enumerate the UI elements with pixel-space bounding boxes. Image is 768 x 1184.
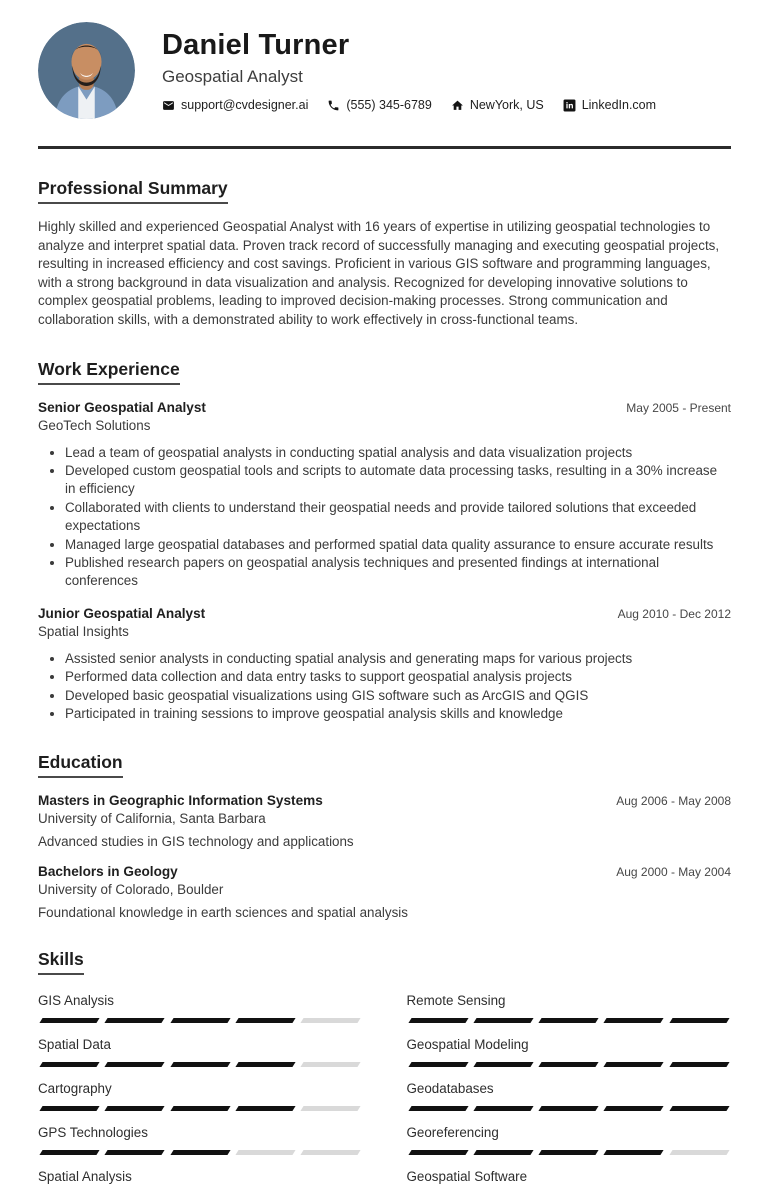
contact-text: LinkedIn.com bbox=[581, 98, 657, 112]
education-header-row bbox=[38, 864, 731, 879]
education-date-range: Aug 2006 - May 2008 bbox=[616, 794, 731, 809]
skill-segment-filled bbox=[39, 1018, 99, 1023]
skill-label: Georeferencing bbox=[406, 1125, 499, 1141]
skill-item bbox=[407, 1169, 732, 1184]
skill-segment-filled bbox=[39, 1106, 99, 1111]
degree-title: Bachelors in Geology bbox=[38, 864, 178, 880]
profile-photo bbox=[38, 22, 135, 119]
skill-segment-filled bbox=[669, 1062, 729, 1067]
skill-segment-empty bbox=[301, 1150, 361, 1155]
skill-segment-filled bbox=[235, 1018, 295, 1023]
skill-segment-filled bbox=[539, 1018, 599, 1023]
header-divider bbox=[38, 146, 731, 149]
skill-segment-filled bbox=[39, 1150, 99, 1155]
skill-segment-filled bbox=[669, 1106, 729, 1111]
contact-email[interactable] bbox=[162, 98, 308, 112]
skill-level-bar bbox=[38, 1062, 363, 1067]
job-bullet: • Published research papers on geospatial analysis techniques and presented findings at international conferences bbox=[65, 554, 731, 591]
section-education bbox=[38, 752, 731, 920]
job-bullet: • Developed basic geospatial visualizations using GIS software such as ArcGIS and QGIS bbox=[65, 687, 731, 705]
skill-segment-filled bbox=[170, 1018, 230, 1023]
skills-grid bbox=[38, 979, 731, 1184]
job-bullet: • Performed data collection and data entry tasks to support geospatial analysis projects bbox=[65, 668, 731, 686]
skill-segment-filled bbox=[235, 1106, 295, 1111]
skills-heading: Skills bbox=[38, 949, 84, 975]
skill-item bbox=[407, 1125, 732, 1155]
skill-segment-filled bbox=[105, 1106, 165, 1111]
job-title: Junior Geospatial Analyst bbox=[38, 605, 206, 621]
email-icon bbox=[162, 99, 175, 112]
summary-heading: Professional Summary bbox=[38, 178, 228, 204]
education-header-row bbox=[38, 793, 731, 808]
skill-level-bar bbox=[407, 1106, 732, 1111]
skill-label: GPS Technologies bbox=[38, 1125, 148, 1141]
job-bullet-list bbox=[38, 444, 731, 591]
skill-segment-filled bbox=[539, 1062, 599, 1067]
degree-title: Masters in Geographic Information Systems bbox=[38, 793, 323, 809]
skill-level-bar bbox=[407, 1150, 732, 1155]
skill-segment-empty bbox=[235, 1150, 295, 1155]
skill-item bbox=[38, 1081, 363, 1111]
job-bullet: • Developed custom geospatial tools and scripts to automate data processing tasks, resulting in a 30% increase in efficiency bbox=[65, 462, 731, 499]
skill-label: Spatial Data bbox=[38, 1037, 111, 1053]
skill-segment-filled bbox=[408, 1106, 468, 1111]
skill-segment-filled bbox=[604, 1018, 664, 1023]
summary-text: Highly skilled and experienced Geospatial Analyst with 16 years of expertise in utilizing geospatial technologies to analyze and interpret spatial data. Proven track record of successfully managing and executing geospatial projects, resulting in increased efficiency and cost savings. Proficient in various GIS software and programming languages, with a strong background in data visualization and analysis. Recognized for developing innovative solutions to complex geospatial problems, leading to improved decision-making processes. Strong communication and collaboration skills, with a demonstrated ability to work effectively in cross-functional teams. bbox=[38, 219, 720, 327]
skill-item bbox=[38, 1037, 363, 1067]
skill-item bbox=[38, 1169, 363, 1184]
job-bullet: • Assisted senior analysts in conducting spatial analysis and generating maps for various projects bbox=[65, 650, 731, 668]
job-bullet: • Collaborated with clients to understand their geospatial needs and provide tailored solutions that exceeded expectations bbox=[65, 499, 731, 536]
skill-segment-filled bbox=[539, 1106, 599, 1111]
job-date-range: Aug 2010 - Dec 2012 bbox=[617, 606, 731, 621]
skill-item bbox=[38, 993, 363, 1023]
job-header-row bbox=[38, 606, 731, 621]
skill-segment-filled bbox=[408, 1150, 468, 1155]
skill-level-bar bbox=[407, 1062, 732, 1067]
skill-label: Geospatial Software bbox=[406, 1169, 528, 1184]
skill-item bbox=[407, 993, 732, 1023]
education-description: Foundational knowledge in earth sciences and spatial analysis bbox=[38, 905, 408, 921]
skill-label: Geodatabases bbox=[406, 1081, 494, 1097]
skill-segment-empty bbox=[669, 1150, 729, 1155]
skill-segment-filled bbox=[408, 1018, 468, 1023]
job-header-row bbox=[38, 400, 731, 415]
skill-item bbox=[407, 1037, 732, 1067]
job-company: GeoTech Solutions bbox=[38, 417, 151, 433]
skill-segment-filled bbox=[105, 1062, 165, 1067]
skill-segment-filled bbox=[669, 1018, 729, 1023]
education-date-range: Aug 2000 - May 2004 bbox=[616, 865, 731, 880]
resume-header bbox=[38, 22, 731, 119]
skill-level-bar bbox=[407, 1018, 732, 1023]
contact-phone[interactable] bbox=[327, 98, 431, 112]
skills-column bbox=[407, 979, 732, 1184]
education-heading: Education bbox=[38, 752, 123, 778]
skill-level-bar bbox=[38, 1018, 363, 1023]
skill-segment-filled bbox=[604, 1106, 664, 1111]
education-entry bbox=[38, 793, 731, 849]
contact-row bbox=[162, 98, 656, 112]
skill-segment-empty bbox=[301, 1106, 361, 1111]
education-list bbox=[38, 793, 731, 920]
skill-segment-filled bbox=[170, 1062, 230, 1067]
job-entry bbox=[38, 606, 731, 724]
section-professional-summary bbox=[38, 178, 731, 330]
candidate-name: Daniel Turner bbox=[162, 29, 350, 61]
contact-linkedin[interactable] bbox=[563, 98, 656, 112]
contact-text: (555) 345-6789 bbox=[346, 98, 432, 112]
section-work-experience bbox=[38, 359, 731, 724]
skill-item bbox=[407, 1081, 732, 1111]
job-company: Spatial Insights bbox=[38, 623, 129, 639]
section-skills bbox=[38, 949, 731, 1184]
job-title: Senior Geospatial Analyst bbox=[38, 399, 206, 415]
job-list bbox=[38, 400, 731, 724]
skill-segment-filled bbox=[473, 1062, 533, 1067]
skill-segment-filled bbox=[539, 1150, 599, 1155]
home-icon bbox=[451, 99, 464, 112]
linkedin-icon bbox=[563, 99, 576, 112]
skill-segment-filled bbox=[105, 1018, 165, 1023]
skill-label: Remote Sensing bbox=[406, 993, 506, 1009]
skill-segment-filled bbox=[604, 1062, 664, 1067]
job-bullet-list bbox=[38, 650, 731, 724]
avatar-illustration bbox=[38, 22, 135, 119]
job-entry bbox=[38, 400, 731, 591]
skill-level-bar bbox=[38, 1150, 363, 1155]
skill-segment-filled bbox=[235, 1062, 295, 1067]
job-bullet: • Participated in training sessions to improve geospatial analysis skills and knowledge bbox=[65, 705, 731, 723]
skill-segment-filled bbox=[408, 1062, 468, 1067]
contact-text: NewYork, US bbox=[469, 98, 544, 112]
school-name: University of Colorado, Boulder bbox=[38, 882, 224, 898]
skill-segment-filled bbox=[170, 1150, 230, 1155]
education-entry bbox=[38, 864, 731, 920]
contact-home bbox=[451, 98, 544, 112]
skill-segment-filled bbox=[105, 1150, 165, 1155]
job-bullet: • Lead a team of geospatial analysts in conducting spatial analysis and data visualization projects bbox=[65, 444, 731, 462]
skill-label: GIS Analysis bbox=[38, 993, 114, 1009]
skill-item bbox=[38, 1125, 363, 1155]
job-date-range: May 2005 - Present bbox=[626, 400, 731, 415]
skill-segment-filled bbox=[473, 1018, 533, 1023]
skill-label: Spatial Analysis bbox=[38, 1169, 132, 1184]
work-experience-heading: Work Experience bbox=[38, 359, 180, 385]
skill-segment-filled bbox=[473, 1150, 533, 1155]
candidate-title: Geospatial Analyst bbox=[162, 67, 303, 86]
skills-column bbox=[38, 979, 363, 1184]
phone-icon bbox=[327, 99, 340, 112]
skill-label: Cartography bbox=[38, 1081, 112, 1097]
school-name: University of California, Santa Barbara bbox=[38, 811, 266, 827]
skill-segment-filled bbox=[39, 1062, 99, 1067]
education-description: Advanced studies in GIS technology and applications bbox=[38, 834, 354, 850]
skill-segment-filled bbox=[473, 1106, 533, 1111]
skill-segment-filled bbox=[604, 1150, 664, 1155]
skill-segment-filled bbox=[170, 1106, 230, 1111]
contact-text: support@cvdesigner.ai bbox=[181, 98, 309, 112]
skill-segment-empty bbox=[301, 1018, 361, 1023]
skill-label: Geospatial Modeling bbox=[406, 1037, 529, 1053]
skill-segment-empty bbox=[301, 1062, 361, 1067]
job-bullet: • Managed large geospatial databases and performed spatial data quality assurance to ensure accurate results bbox=[65, 536, 731, 554]
skill-level-bar bbox=[38, 1106, 363, 1111]
